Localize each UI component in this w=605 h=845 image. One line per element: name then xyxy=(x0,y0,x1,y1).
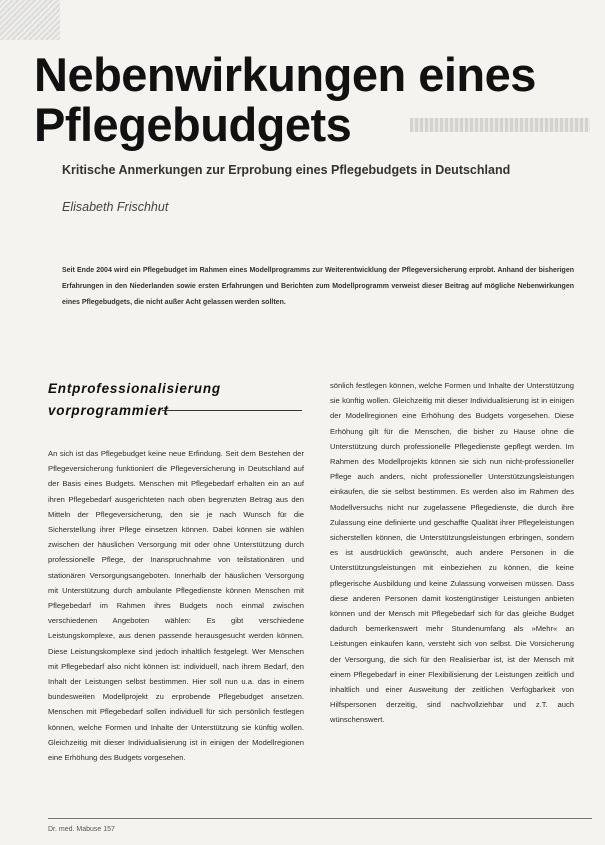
footer-rule xyxy=(48,818,592,819)
abstract: Seit Ende 2004 wird ein Pflegebudget im Rahmen eines Modellprogramms zur Weiterentwicklung der Pflegeversicherung erprobt. Anhand der bisherigen Erfahrungen in den Niederlanden sowie ersten Erfahrungen und Berichten zum Modellprogramm verweist dieser Beitrag auf mögliche Nebenwirkungen eines Pflegebudgets, die nicht außer Acht gelassen werden sollten. xyxy=(62,267,574,306)
section-heading: Entprofessionalisierung vorprogrammiert xyxy=(48,381,221,418)
title-line-1: Nebenwirkungen eines xyxy=(34,48,536,101)
scan-corner-shading xyxy=(0,0,60,40)
body-column-left: An sich ist das Pflegebudget keine neue Erfindung. Seit dem Bestehen der Pflegeversicherung funktioniert die Pflegeversicherung in Deutschland auf der Basis eines Budgets. Menschen mit Pflegebedarf erhalten ein an auf ihren Pflegebedarf ausgerichteten nach oben begrenzten Betrag aus den Mitteln der Pflegeversicherung, den sie je nach Wunsch für die Sicherstellung ihrer Pflege einsetzen können. Dabei können sie wählen zwischen der häuslichen Versorgung mit oder ohne Unterstützung durch professionelle Pflege, der Inanspruchnahme von teilstationären und stationären Versorgungsangeboten. Innerhalb der häuslichen Versorgung mit Unterstützung durch ambulante Pflegedienste können Menschen mit Pflegebedarf im Rahmen ihres Budgets noch einmal zwischen verschiedenen Angeboten wählen: Es gibt verschiedene Leistungskomplexe, aus denen passende herausgesucht werden können. Diese Leistungskomplexe sind jedoch inhaltlich festgelegt. Wer Menschen mit Pflegebedarf also nicht können ist: individuell, nach ihrem Bedarf, den Inhalt der Leistungen selbst bestimmen. Hier soll nun u.a. das in einem bundesweiten Modellprojekt zu erprobende Pflegebudget ansetzen. Menschen mit Pflegebedarf sollen individuell für sich persönlich festlegen können, welche Formen und Inhalte der Unterstützung sie künftig wollen. Gleichzeitig mit dieser Individualisierung ist in einigen der Modellregionen eine Erhöhung des Budgets vorgesehen. xyxy=(48,449,304,763)
article-subtitle: Kritische Anmerkungen zur Erprobung eines Pflegebudgets in Deutschland xyxy=(62,163,511,177)
title-line-2: Pflegebudgets xyxy=(34,98,352,151)
title-decoration-bar xyxy=(410,118,590,132)
author-name: Elisabeth Frischhut xyxy=(62,200,169,214)
heading-underline xyxy=(162,410,302,411)
footer-journal: Dr. med. Mabuse 157 xyxy=(48,826,115,833)
body-column-right: sönlich festlegen können, welche Formen und Inhalte der Unterstützung sie künftig wollen. Gleichzeitig mit dieser Individualisierung ist in einigen der Modellregionen eine Erhöhung des Budgets vorgesehen. Diese Erhöhung gilt für die Menschen, die bisher zu Hause ohne die Unterstützung durch professionelle Pflegedienste gepflegt werden. Im Rahmen des Modellprojekts können sie sich nun nicht-professioneller Pflege auch anders, nicht professioneller Unterstützungsleistungen einkaufen, die sie selbst bestimmen. Es werden also im Rahmen des Modellversuchs nicht nur zugelassene Pflegedienste, die durch ihre Zulassung eine definierte und geschaffte Qualität ihrer Pflegeleistungen sicherstellen können, die Unterstützungsleistungen erbringen, sondern es ist ausdrücklich gewünscht, auch andere Personen in die Unterstützungsleistungen mit einbeziehen zu können, die keine pflegerische Ausbildung und keine Zulassung vorweisen müssen. Dass diese anderen Personen damit kostengünstiger Leistungen anbieten können und der Mensch mit Pflegebedarf sich für das gleiche Budget dadurch bemerkenswert mehr Stundenumfang als »Mehr« an Leistungen einkaufen kann, versteht sich von selbst. Die Vorsicherung der Versorgung, die sich für den Realisierbar ist, ist der Mensch mit einem Pflegebedarf in einer Flexibilisierung der Leistungen zeitlich und inhaltlich und einer Ausweitung der zeitlichen Verfügbarkeit von Hilfspersonen derzeitig, sind nachvollziehbar und z.T. auch wünschenswert. xyxy=(330,381,574,725)
article-title xyxy=(34,50,594,150)
